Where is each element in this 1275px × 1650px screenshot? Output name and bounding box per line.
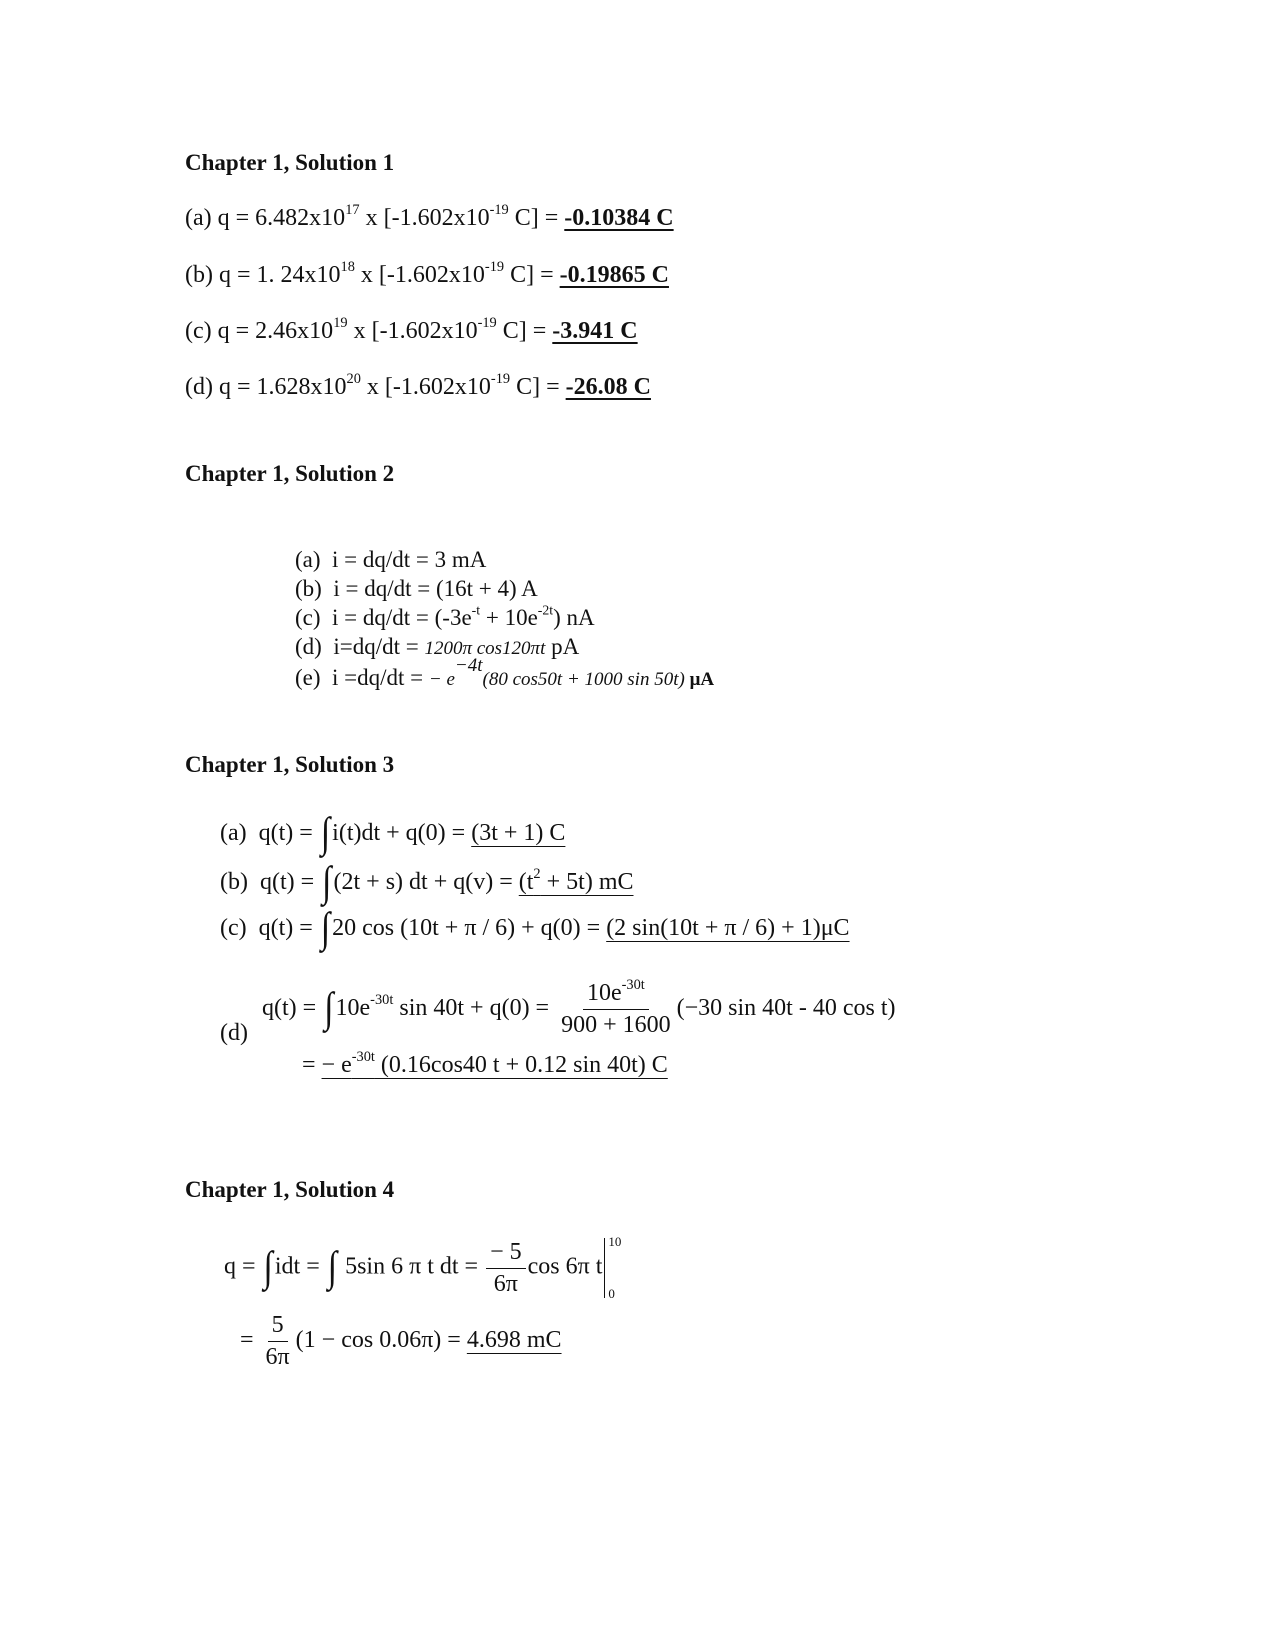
result: -3.941 C (552, 318, 638, 344)
solution3-line-d1: $q(t) = \int 10e^{-30t}$ sin 40t + q(0) = $\frac{10e^{-30t}}{900 + 1600}$ (−30 sin 40t - 40 cos t) (262, 977, 896, 1038)
result: -0.19865 C (559, 262, 669, 288)
result: 4.698 mC (466, 1327, 562, 1354)
solution4-line-2: = $\frac{5}{6\pi}$ (1 − cos 0.06π) = 4.698 mC (240, 1312, 562, 1370)
item-label: (c) (185, 318, 212, 344)
item-label: (d) (185, 374, 213, 400)
integral-symbol: ∫ (324, 985, 334, 1032)
solution3-line-c: (c) q(t) = ∫20 cos (10t + π / 6) + q(0) = (2 sin(10t + π / 6) + 1)μC (220, 905, 850, 952)
solution3-d-label: (d) (220, 1020, 248, 1046)
solution4-heading: Chapter 1, Solution 4 (185, 1177, 395, 1202)
solution1-line-a: (a) $q = 6.482x10^{17}$ x [$-1.602x10^{-19}$ C] = -0.10384 C (185, 202, 674, 231)
result: $(t^2 + 5t)$ mC (518, 866, 634, 895)
integral-symbol: ∫ (327, 1243, 338, 1291)
result: − $e^{-30t}$ (0.16cos40 t + 0.12 sin 40t) C (321, 1049, 668, 1078)
solution2-line-d: (d) i=dq/dt = 1200π cos120πt pA (295, 634, 580, 659)
solution2-line-a: (a) i = dq/dt = 3 mA (295, 547, 487, 572)
solution1-line-b: (b) q = 1. $24x10^{18}$ x [$-1.602x10^{-19}$ C] = -0.19865 C (185, 259, 669, 288)
fraction: $\frac{10e^{-30t}}{900 + 1600}$ (561, 977, 671, 1038)
solution2-line-b: (b) i = dq/dt = (16t + 4) A (295, 576, 538, 601)
solution2-heading: Chapter 1, Solution 2 (185, 461, 395, 486)
solution4-line-1: q = ∫idt = ∫ 5sin 6 π t dt = $\frac{- 5}{6\pi}$ cos 6π t 10 0 (224, 1238, 627, 1298)
item-label: (a) (185, 205, 212, 231)
solution3-line-b: (b) q(t) = ∫(2t + s) dt + $q(v) = (t^2 + 5t)$ mC (220, 859, 634, 906)
result: (2 sin(10t + π / 6) + 1)μC (606, 915, 850, 941)
solution1-line-d: (d) $q = 1.628x10^{20}$ x [$-1.602x10^{-19}$ C] = -26.08 C (185, 371, 651, 400)
solution3-line-a: (a) q(t) = ∫i(t)dt + q(0) = (3t + 1) C (220, 810, 566, 857)
integral-symbol: ∫ (263, 1243, 273, 1291)
solution3-heading: Chapter 1, Solution 3 (185, 752, 395, 777)
solution2-list (295, 545, 714, 694)
solution1-line-c: (c) $q = 2.46x10^{19}$ x [$-1.602x10^{-19}$ C] = -3.941 C (185, 315, 638, 344)
fraction: $\frac{- 5}{6\pi}$ (486, 1239, 526, 1298)
result: -0.10384 C (564, 205, 674, 231)
item-label: (b) (185, 262, 213, 288)
integral-symbol: ∫ (322, 859, 332, 906)
result: (3t + 1) C (471, 820, 566, 846)
result: -26.08 C (565, 374, 651, 400)
fraction: $\frac{5}{6\pi}$ (265, 1312, 290, 1370)
evaluation-bar: 10 0 (604, 1238, 627, 1298)
integral-symbol: ∫ (320, 810, 331, 857)
solution1-heading: Chapter 1, Solution 1 (185, 150, 395, 175)
integral-symbol: ∫ (320, 905, 331, 952)
solution2-line-c: (c) $i = dq/dt = (-3e^{-t} + 10e^{-2t})$ nA (295, 602, 595, 630)
solution2-line-e: (e) i =dq/dt = − $e^{-4t}(80$ cos50t + 1000 sin 50t) μA (295, 654, 715, 690)
solution3-line-d2: = − $e^{-30t}$ (0.16cos40 t + 0.12 sin 40t) C (302, 1049, 668, 1078)
